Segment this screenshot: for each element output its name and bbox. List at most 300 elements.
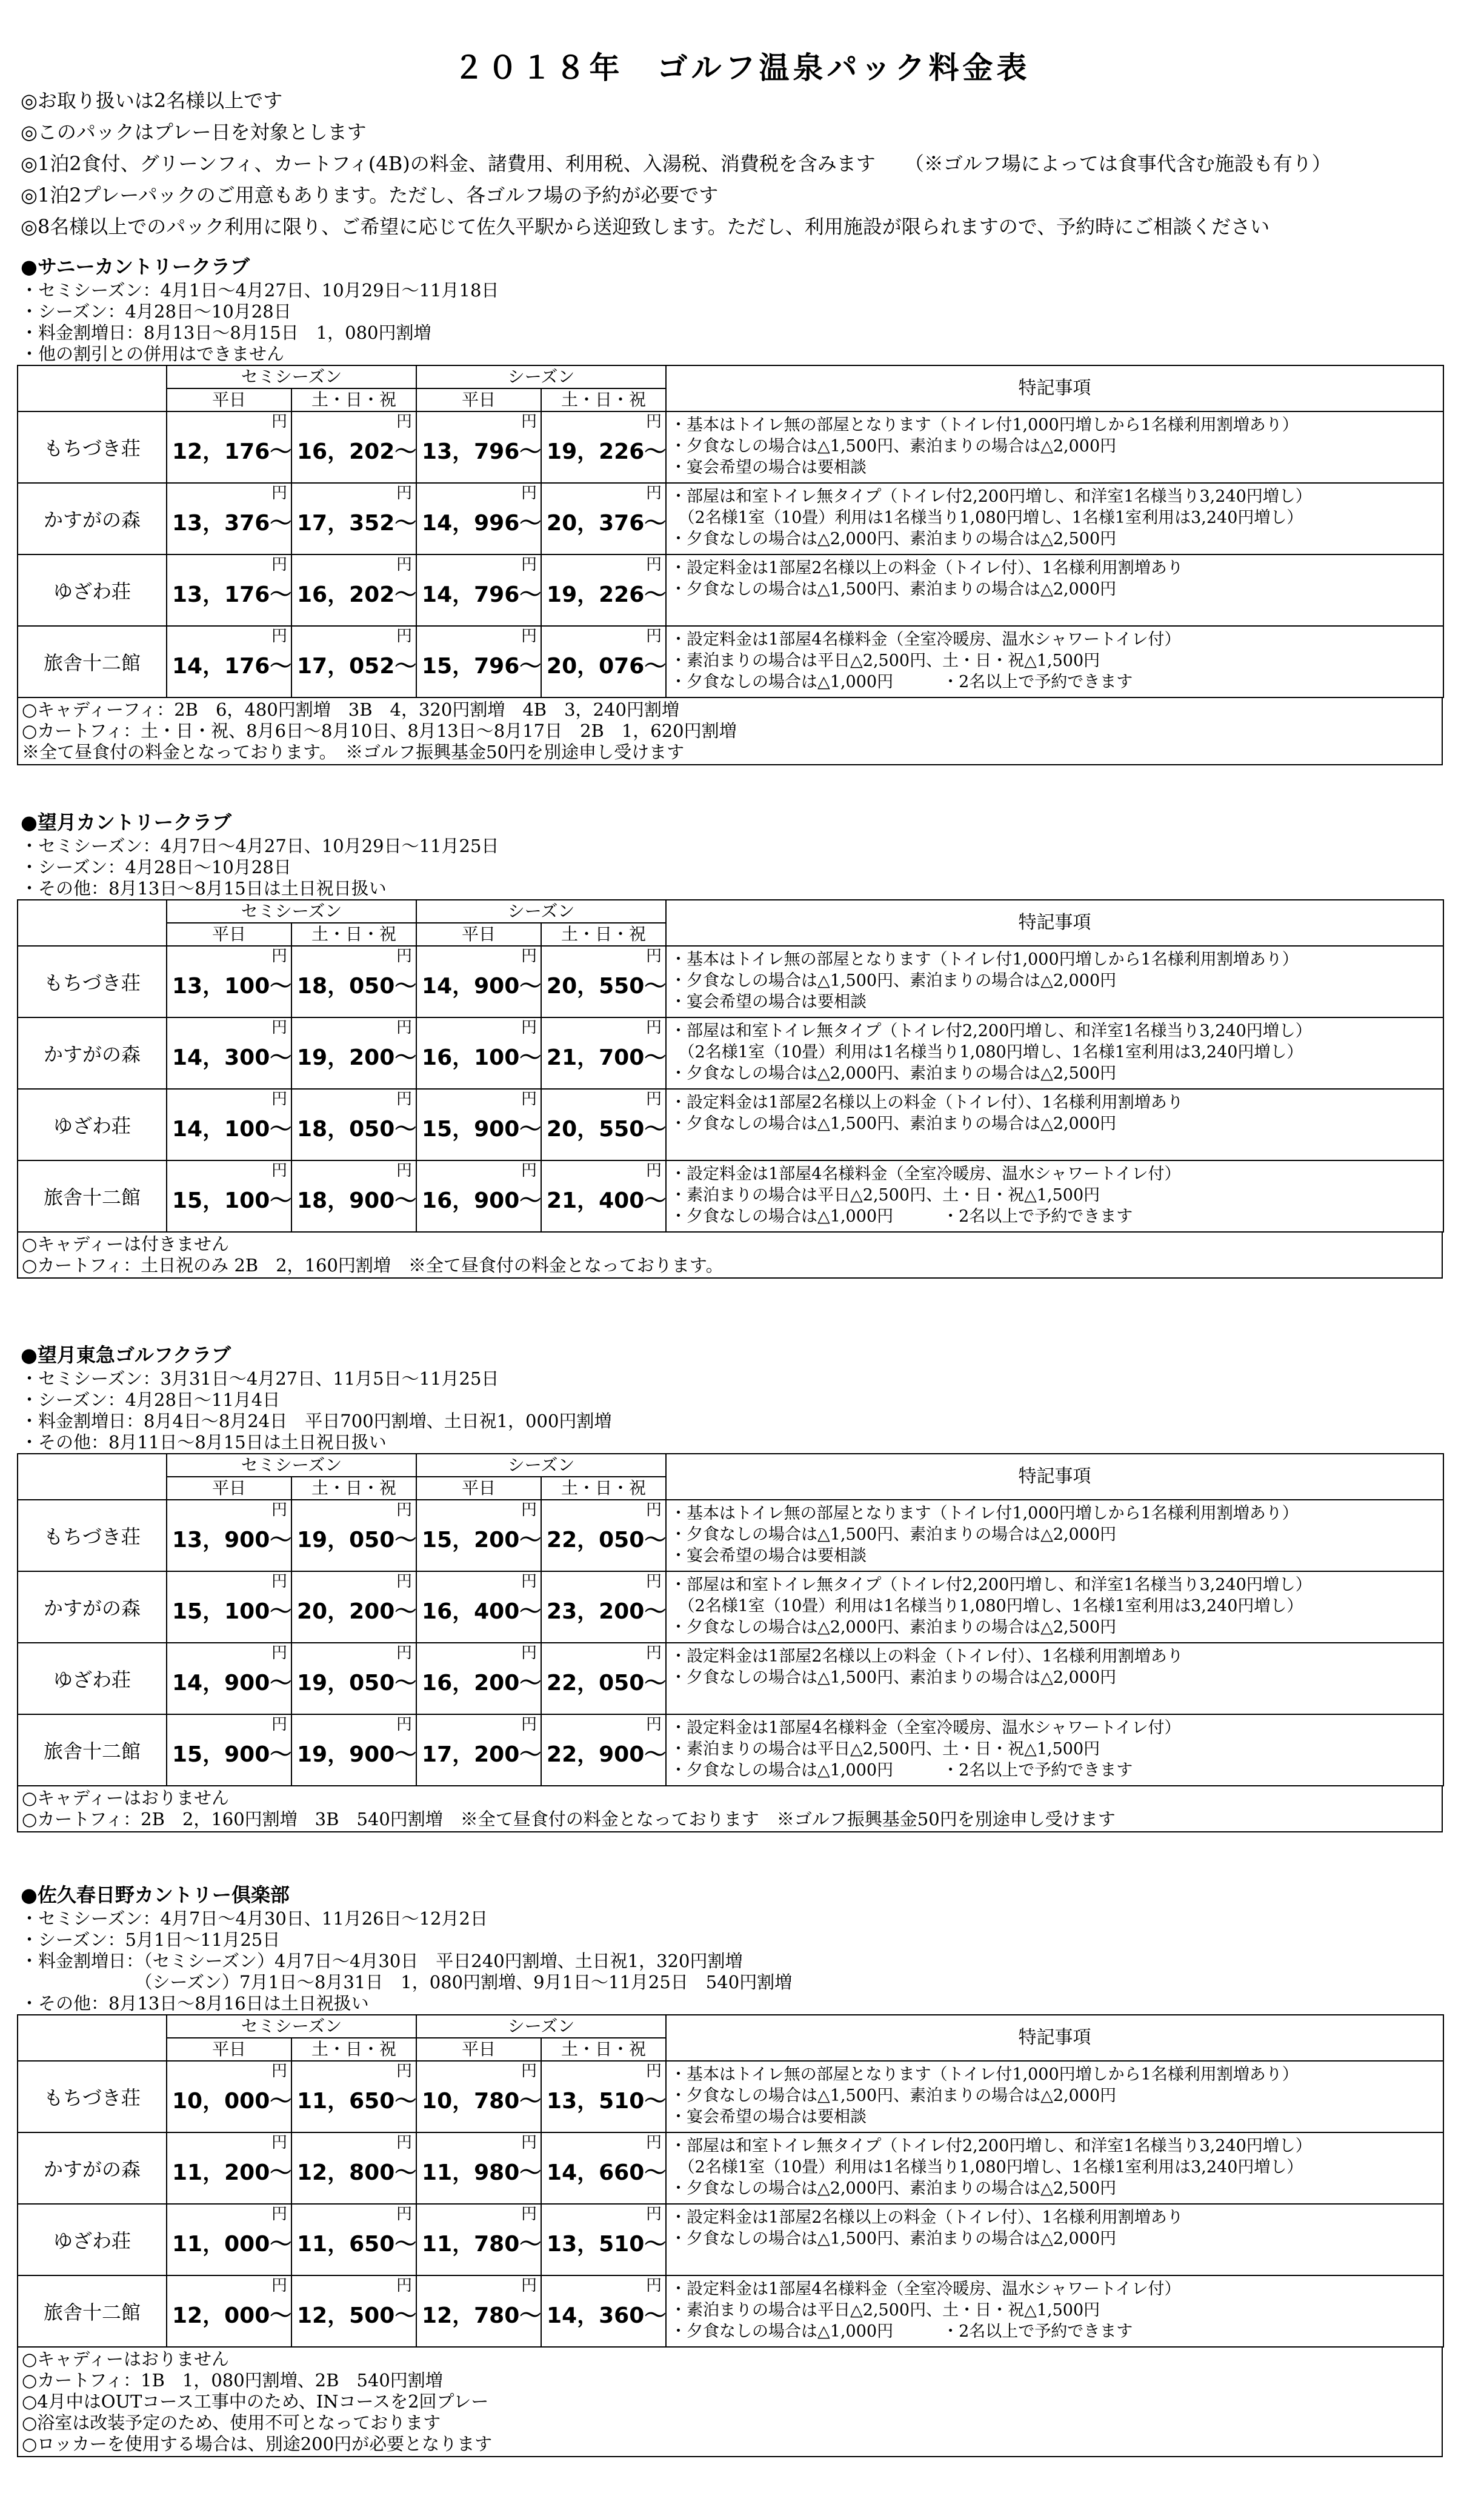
price-amount: 20，376～ <box>547 511 667 536</box>
course-title: ●望月東急ゴルフクラブ <box>21 1343 231 1366</box>
price-cell <box>291 1089 416 1160</box>
course-info-line: ・セミシーズン：4月7日～4月27日、10月29日～11月25日 <box>21 836 499 856</box>
weekday-header: 平日 <box>416 923 541 946</box>
inn-name: もちづき荘 <box>18 2061 167 2132</box>
inn-name: もちづき荘 <box>18 1500 167 1571</box>
price-amount: 12，500～ <box>297 2303 417 2328</box>
price-cell <box>416 1643 541 1714</box>
yen-unit: 円 <box>521 1019 537 1037</box>
weekend-header: 土・日・祝 <box>541 388 666 411</box>
price-amount: 20，076～ <box>547 654 667 679</box>
yen-unit: 円 <box>271 1716 287 1734</box>
price-cell <box>541 1500 666 1571</box>
note-line: ・夕食なしの場合は△1,500円、素泊まりの場合は△2,000円 <box>670 1668 1117 1687</box>
notes-cell <box>666 1571 1443 1643</box>
note-line: ・部屋は和室トイレ無タイプ（トイレ付2,200円増し、和洋室1名様当り3,240円増し） <box>670 487 1312 506</box>
footer-line: ○カートフィ：1B 1，080円割増、2B 540円割増 <box>22 2370 443 2391</box>
note-line: ・夕食なしの場合は△2,000円、素泊まりの場合は△2,500円 <box>670 1064 1117 1083</box>
yen-unit: 円 <box>271 1162 287 1180</box>
note-line: ・夕食なしの場合は△1,500円、素泊まりの場合は△2,000円 <box>670 971 1117 990</box>
weekend-header: 土・日・祝 <box>291 923 416 946</box>
yen-unit: 円 <box>646 1716 662 1734</box>
notes-cell <box>666 2132 1443 2204</box>
note-line: ・夕食なしの場合は△2,000円、素泊まりの場合は△2,500円 <box>670 530 1117 548</box>
course-info-line: ・セミシーズン：3月31日～4月27日、11月5日～11月25日 <box>21 1368 499 1389</box>
course-footer <box>17 2348 1443 2457</box>
price-cell <box>416 1500 541 1571</box>
price-amount: 15，900～ <box>422 1117 542 1142</box>
price-amount: 16，900～ <box>422 1188 542 1213</box>
yen-unit: 円 <box>521 2134 537 2152</box>
yen-unit: 円 <box>521 1090 537 1108</box>
yen-unit: 円 <box>521 2205 537 2223</box>
yen-unit: 円 <box>521 947 537 965</box>
table-row <box>18 554 1443 626</box>
price-cell <box>167 483 291 554</box>
price-amount: 15，200～ <box>422 1528 542 1553</box>
price-cell <box>541 2204 666 2275</box>
footer-line: ○キャディーは付きません <box>22 1234 229 1254</box>
price-cell <box>541 2061 666 2132</box>
price-amount: 17，052～ <box>297 654 417 679</box>
table-row <box>18 1714 1443 1786</box>
yen-unit: 円 <box>396 413 413 431</box>
price-cell <box>416 2132 541 2204</box>
price-amount: 11，650～ <box>297 2089 417 2114</box>
season-header: シーズン <box>416 900 666 923</box>
golf-course-section <box>21 809 1469 1279</box>
course-title: ●佐久春日野カントリー倶楽部 <box>21 1883 290 1906</box>
note-line: （2名様1室（10畳）利用は1名様当り1,080円増し、1名様1室利用は3,240円増し） <box>670 1597 1303 1616</box>
price-cell <box>291 483 416 554</box>
price-cell <box>291 1160 416 1232</box>
footer-line: ○キャディーはおりません <box>22 1788 229 1808</box>
golf-course-section <box>21 1342 1469 1832</box>
inn-name: かすがの森 <box>18 483 167 554</box>
price-amount: 14，660～ <box>547 2160 667 2185</box>
note-line: ・部屋は和室トイレ無タイプ（トイレ付2,200円増し、和洋室1名様当り3,240円増し） <box>670 2137 1312 2155</box>
price-amount: 13，900～ <box>172 1528 292 1553</box>
price-cell <box>416 626 541 697</box>
inn-header <box>18 1454 167 1500</box>
price-cell <box>541 411 666 483</box>
yen-unit: 円 <box>271 2277 287 2295</box>
price-amount: 12，176～ <box>172 439 292 464</box>
intro-note: ◎このパックはプレー日を対象とします <box>21 121 367 144</box>
inn-name: 旅舎十二館 <box>18 1714 167 1786</box>
semi-season-header: セミシーズン <box>167 365 416 388</box>
weekend-header: 土・日・祝 <box>541 1477 666 1500</box>
price-amount: 13，510～ <box>547 2089 667 2114</box>
table-row <box>18 1017 1443 1089</box>
note-line: ・宴会希望の場合は要相談 <box>670 2108 867 2126</box>
price-cell <box>291 2061 416 2132</box>
inn-header <box>18 900 167 946</box>
price-cell <box>416 1714 541 1786</box>
weekend-header: 土・日・祝 <box>541 2038 666 2061</box>
notes-header: 特記事項 <box>666 2015 1443 2061</box>
note-line: ・宴会希望の場合は要相談 <box>670 1546 867 1565</box>
course-info-line: ・シーズン：4月28日～11月4日 <box>21 1389 281 1410</box>
footer-line: ○キャディーはおりません <box>22 2349 229 2369</box>
price-amount: 18，050～ <box>297 974 417 999</box>
note-line: ・設定料金は1部屋2名様以上の料金（トイレ付）、1名様利用割増あり <box>670 2208 1183 2227</box>
inn-name: かすがの森 <box>18 1571 167 1643</box>
note-line: ・設定料金は1部屋4名様料金（全室冷暖房、温水シャワートイレ付） <box>670 1165 1181 1183</box>
notes-cell <box>666 946 1443 1017</box>
yen-unit: 円 <box>396 1644 413 1662</box>
note-line: ・夕食なしの場合は△1,000円 ・2名以上で予約できます <box>670 2322 1133 2341</box>
price-amount: 14，900～ <box>172 1671 292 1696</box>
note-line: （2名様1室（10畳）利用は1名様当り1,080円増し、1名様1室利用は3,240円増し） <box>670 2158 1303 2177</box>
inn-header <box>18 365 167 411</box>
footer-line: ○カートフィ：土・日・祝、8月6日～8月10日、8月13日～8月17日 2B 1，620円割増 <box>22 721 737 741</box>
inn-header <box>18 2015 167 2061</box>
price-cell <box>416 411 541 483</box>
yen-unit: 円 <box>271 2134 287 2152</box>
table-row <box>18 1160 1443 1232</box>
course-info-line: ・料金割増日：8月4日～8月24日 平日700円割増、土日祝1，000円割増 <box>21 1411 612 1431</box>
golf-course-section <box>21 253 1469 765</box>
table-row <box>18 2204 1443 2275</box>
table-row <box>18 483 1443 554</box>
note-line: ・宴会希望の場合は要相談 <box>670 993 867 1011</box>
price-cell <box>167 554 291 626</box>
price-amount: 19，900～ <box>297 1742 417 1767</box>
course-info <box>21 836 1469 899</box>
price-cell <box>167 411 291 483</box>
price-amount: 15，796～ <box>422 654 542 679</box>
footer-line: ○カートフィ：土日祝のみ 2B 2，160円割増 ※全て昼食付の料金となっております。 <box>22 1255 724 1276</box>
price-cell <box>416 1017 541 1089</box>
price-cell <box>291 1643 416 1714</box>
notes-cell <box>666 483 1443 554</box>
inn-name: 旅舎十二館 <box>18 626 167 697</box>
note-line: （2名様1室（10畳）利用は1名様当り1,080円増し、1名様1室利用は3,240円増し） <box>670 508 1303 527</box>
weekend-header: 土・日・祝 <box>291 1477 416 1500</box>
price-amount: 23，200～ <box>547 1599 667 1624</box>
table-row <box>18 411 1443 483</box>
price-amount: 13，176～ <box>172 582 292 607</box>
price-cell <box>416 1160 541 1232</box>
price-cell <box>291 2132 416 2204</box>
footer-line: ○浴室は改装予定のため、使用不可となっております <box>22 2412 441 2433</box>
price-cell <box>167 1571 291 1643</box>
price-cell <box>167 2132 291 2204</box>
inn-name: もちづき荘 <box>18 946 167 1017</box>
note-line: ・基本はトイレ無の部屋となります（トイレ付1,000円増しから1名様利用割増あり） <box>670 2065 1299 2084</box>
yen-unit: 円 <box>396 1572 413 1591</box>
course-info <box>21 1908 1469 2014</box>
price-cell <box>167 1017 291 1089</box>
note-line: ・夕食なしの場合は△1,000円 ・2名以上で予約できます <box>670 1207 1133 1226</box>
course-footer <box>17 1233 1443 1279</box>
weekday-header: 平日 <box>416 1477 541 1500</box>
price-cell <box>167 1089 291 1160</box>
price-cell <box>291 1017 416 1089</box>
yen-unit: 円 <box>271 1501 287 1519</box>
intro-note: ◎1泊2食付、グリーンフィ、カートフィ(4B)の料金、諸費用、利用税、入湯税、消費税を含みます （※ゴルフ場によっては食事代含む施設も有り） <box>21 152 1331 175</box>
note-line: ・部屋は和室トイレ無タイプ（トイレ付2,200円増し、和洋室1名様当り3,240円増し） <box>670 1576 1312 1594</box>
price-amount: 13，510～ <box>547 2232 667 2257</box>
table-row <box>18 626 1443 697</box>
price-cell <box>167 1500 291 1571</box>
yen-unit: 円 <box>646 2134 662 2152</box>
price-amount: 13，376～ <box>172 511 292 536</box>
yen-unit: 円 <box>396 2134 413 2152</box>
note-line: ・素泊まりの場合は平日△2,500円、土・日・祝△1,500円 <box>670 2301 1100 2320</box>
notes-cell <box>666 2275 1443 2347</box>
yen-unit: 円 <box>396 627 413 645</box>
price-cell <box>541 1571 666 1643</box>
price-amount: 15，100～ <box>172 1599 292 1624</box>
note-line: ・夕食なしの場合は△1,000円 ・2名以上で予約できます <box>670 1761 1133 1780</box>
note-line: ・夕食なしの場合は△1,500円、素泊まりの場合は△2,000円 <box>670 580 1117 599</box>
yen-unit: 円 <box>271 556 287 574</box>
yen-unit: 円 <box>646 1090 662 1108</box>
course-info-line: ・料金割増日：8月13日～8月15日 1，080円割増 <box>21 322 431 343</box>
semi-season-header: セミシーズン <box>167 900 416 923</box>
weekend-header: 土・日・祝 <box>291 2038 416 2061</box>
yen-unit: 円 <box>521 2062 537 2080</box>
note-line: ・基本はトイレ無の部屋となります（トイレ付1,000円増しから1名様利用割増あり） <box>670 950 1299 969</box>
price-cell <box>541 1089 666 1160</box>
price-amount: 20，550～ <box>547 1117 667 1142</box>
price-amount: 14，796～ <box>422 582 542 607</box>
price-amount: 21，400～ <box>547 1188 667 1213</box>
price-cell <box>416 483 541 554</box>
yen-unit: 円 <box>396 484 413 502</box>
table-row <box>18 1089 1443 1160</box>
price-cell <box>541 1714 666 1786</box>
price-cell <box>167 626 291 697</box>
note-line: ・設定料金は1部屋2名様以上の料金（トイレ付）、1名様利用割増あり <box>670 1093 1183 1112</box>
price-amount: 15，100～ <box>172 1188 292 1213</box>
table-row <box>18 946 1443 1017</box>
price-amount: 20，550～ <box>547 974 667 999</box>
yen-unit: 円 <box>396 1501 413 1519</box>
yen-unit: 円 <box>521 1572 537 1591</box>
inn-name: かすがの森 <box>18 1017 167 1089</box>
note-line: ・夕食なしの場合は△2,000円、素泊まりの場合は△2,500円 <box>670 2179 1117 2198</box>
price-amount: 16，200～ <box>422 1671 542 1696</box>
yen-unit: 円 <box>646 627 662 645</box>
note-line: ・基本はトイレ無の部屋となります（トイレ付1,000円増しから1名様利用割増あり） <box>670 416 1299 434</box>
yen-unit: 円 <box>271 484 287 502</box>
yen-unit: 円 <box>646 2277 662 2295</box>
price-cell <box>416 2275 541 2347</box>
yen-unit: 円 <box>646 556 662 574</box>
price-cell <box>416 2204 541 2275</box>
note-line: ・設定料金は1部屋4名様料金（全室冷暖房、温水シャワートイレ付） <box>670 630 1181 649</box>
weekend-header: 土・日・祝 <box>291 388 416 411</box>
page-title: ２０１８年 ゴルフ温泉パック料金表 <box>453 50 1031 85</box>
footer-line: ※全て昼食付の料金となっております。 ※ゴルフ振興基金50円を別途申し受けます <box>22 742 685 762</box>
notes-cell <box>666 1500 1443 1571</box>
season-header: シーズン <box>416 2015 666 2038</box>
price-amount: 19，050～ <box>297 1528 417 1553</box>
price-amount: 14，996～ <box>422 511 542 536</box>
weekday-header: 平日 <box>167 2038 291 2061</box>
price-cell <box>541 1160 666 1232</box>
note-line: ・夕食なしの場合は△1,500円、素泊まりの場合は△2,000円 <box>670 437 1117 456</box>
price-amount: 11，000～ <box>172 2232 292 2257</box>
season-header: シーズン <box>416 365 666 388</box>
price-amount: 11，650～ <box>297 2232 417 2257</box>
note-line: ・素泊まりの場合は平日△2,500円、土・日・祝△1,500円 <box>670 651 1100 670</box>
notes-cell <box>666 1160 1443 1232</box>
note-line: ・設定料金は1部屋4名様料金（全室冷暖房、温水シャワートイレ付） <box>670 2280 1181 2298</box>
inn-name: かすがの森 <box>18 2132 167 2204</box>
yen-unit: 円 <box>396 2062 413 2080</box>
notes-header: 特記事項 <box>666 365 1443 411</box>
price-amount: 21，700～ <box>547 1045 667 1070</box>
price-cell <box>291 554 416 626</box>
yen-unit: 円 <box>396 1716 413 1734</box>
course-title: ●サニーカントリークラブ <box>21 255 250 278</box>
intro-note: ◎お取り扱いは2名様以上です <box>21 89 283 112</box>
price-amount: 19，226～ <box>547 439 667 464</box>
yen-unit: 円 <box>271 627 287 645</box>
yen-unit: 円 <box>271 1019 287 1037</box>
note-line: ・素泊まりの場合は平日△2,500円、土・日・祝△1,500円 <box>670 1740 1100 1759</box>
notes-cell <box>666 2061 1443 2132</box>
inn-name: ゆざわ荘 <box>18 1643 167 1714</box>
price-cell <box>541 1017 666 1089</box>
notes-cell <box>666 1714 1443 1786</box>
intro-notes <box>21 85 1469 242</box>
yen-unit: 円 <box>271 413 287 431</box>
price-cell <box>167 2275 291 2347</box>
semi-season-header: セミシーズン <box>167 2015 416 2038</box>
weekday-header: 平日 <box>167 388 291 411</box>
notes-cell <box>666 2204 1443 2275</box>
yen-unit: 円 <box>396 947 413 965</box>
inn-name: ゆざわ荘 <box>18 1089 167 1160</box>
yen-unit: 円 <box>396 1162 413 1180</box>
yen-unit: 円 <box>646 413 662 431</box>
yen-unit: 円 <box>396 1090 413 1108</box>
note-line: ・夕食なしの場合は△1,500円、素泊まりの場合は△2,000円 <box>670 1114 1117 1133</box>
yen-unit: 円 <box>271 947 287 965</box>
table-row <box>18 2132 1443 2204</box>
course-footer <box>17 1786 1443 1832</box>
course-info-line: ・その他：8月11日～8月15日は土日祝日扱い <box>21 1432 387 1453</box>
price-amount: 18，900～ <box>297 1188 417 1213</box>
note-line: （2名様1室（10畳）利用は1名様当り1,080円増し、1名様1室利用は3,240円増し） <box>670 1043 1303 1062</box>
price-cell <box>167 946 291 1017</box>
notes-cell <box>666 1089 1443 1160</box>
footer-line: ○カートフィ：2B 2，160円割増 3B 540円割増 ※全て昼食付の料金となっております ※ゴルフ振興基金50円を別途申し受けます <box>22 1809 1116 1829</box>
intro-note: ◎1泊2プレーパックのご用意もあります。ただし、各ゴルフ場の予約が必要です <box>21 184 719 207</box>
table-row <box>18 2061 1443 2132</box>
yen-unit: 円 <box>646 2205 662 2223</box>
note-line: ・夕食なしの場合は△1,500円、素泊まりの場合は△2,000円 <box>670 1525 1117 1544</box>
notes-cell <box>666 626 1443 697</box>
price-amount: 15，900～ <box>172 1742 292 1767</box>
note-line: ・部屋は和室トイレ無タイプ（トイレ付2,200円増し、和洋室1名様当り3,240円増し） <box>670 1022 1312 1040</box>
inn-name: ゆざわ荘 <box>18 554 167 626</box>
yen-unit: 円 <box>646 1572 662 1591</box>
price-amount: 10，000～ <box>172 2089 292 2114</box>
price-amount: 16，400～ <box>422 1599 542 1624</box>
price-amount: 22，900～ <box>547 1742 667 1767</box>
yen-unit: 円 <box>646 1019 662 1037</box>
course-info-line: ・シーズン：4月28日～10月28日 <box>21 301 291 322</box>
note-line: ・設定料金は1部屋2名様以上の料金（トイレ付）、1名様利用割増あり <box>670 559 1183 577</box>
yen-unit: 円 <box>521 1716 537 1734</box>
course-info-line: ・セミシーズン：4月7日～4月30日、11月26日～12月2日 <box>21 1908 488 1929</box>
yen-unit: 円 <box>646 2062 662 2080</box>
inn-name: 旅舎十二館 <box>18 2275 167 2347</box>
yen-unit: 円 <box>396 1019 413 1037</box>
golf-course-section <box>21 1882 1469 2457</box>
price-amount: 11，200～ <box>172 2160 292 2185</box>
price-amount: 19，050～ <box>297 1671 417 1696</box>
price-cell <box>416 554 541 626</box>
yen-unit: 円 <box>271 2062 287 2080</box>
course-title: ●望月カントリークラブ <box>21 811 231 834</box>
price-cell <box>541 626 666 697</box>
rate-table <box>17 899 1444 1233</box>
price-cell <box>291 1571 416 1643</box>
price-amount: 10，780～ <box>422 2089 542 2114</box>
notes-cell <box>666 411 1443 483</box>
yen-unit: 円 <box>521 556 537 574</box>
price-amount: 11，980～ <box>422 2160 542 2185</box>
price-amount: 18，050～ <box>297 1117 417 1142</box>
price-amount: 14，360～ <box>547 2303 667 2328</box>
price-cell <box>291 2275 416 2347</box>
table-row <box>18 2275 1443 2347</box>
price-amount: 11，780～ <box>422 2232 542 2257</box>
price-cell <box>541 946 666 1017</box>
price-amount: 13，100～ <box>172 974 292 999</box>
price-amount: 12，780～ <box>422 2303 542 2328</box>
price-cell <box>167 1643 291 1714</box>
notes-cell <box>666 554 1443 626</box>
price-cell <box>541 2132 666 2204</box>
yen-unit: 円 <box>521 1501 537 1519</box>
price-cell <box>291 626 416 697</box>
price-amount: 12，800～ <box>297 2160 417 2185</box>
price-cell <box>291 946 416 1017</box>
yen-unit: 円 <box>396 2205 413 2223</box>
price-amount: 17，200～ <box>422 1742 542 1767</box>
yen-unit: 円 <box>521 627 537 645</box>
price-amount: 12，000～ <box>172 2303 292 2328</box>
note-line: ・夕食なしの場合は△2,000円、素泊まりの場合は△2,500円 <box>670 1618 1117 1637</box>
price-amount: 20，200～ <box>297 1599 417 1624</box>
yen-unit: 円 <box>521 484 537 502</box>
price-cell <box>416 1571 541 1643</box>
course-info-line: ・シーズン：4月28日～10月28日 <box>21 857 291 877</box>
yen-unit: 円 <box>646 947 662 965</box>
yen-unit: 円 <box>646 1162 662 1180</box>
course-info-line: ・セミシーズン：4月1日～4月27日、10月29日～11月18日 <box>21 280 499 301</box>
price-amount: 22，050～ <box>547 1671 667 1696</box>
price-amount: 19，226～ <box>547 582 667 607</box>
weekday-header: 平日 <box>167 923 291 946</box>
course-info-line: ・その他：8月13日～8月16日は土日祝扱い <box>21 1993 369 2014</box>
table-row <box>18 1500 1443 1571</box>
price-amount: 19，200～ <box>297 1045 417 1070</box>
season-header: シーズン <box>416 1454 666 1477</box>
course-info-line: ・他の割引との併用はできません <box>21 344 285 364</box>
semi-season-header: セミシーズン <box>167 1454 416 1477</box>
intro-note: ◎8名様以上でのパック利用に限り、ご希望に応じて佐久平駅から送迎致します。ただし、利用施設が限られますので、予約時にご相談ください <box>21 215 1270 238</box>
yen-unit: 円 <box>646 484 662 502</box>
